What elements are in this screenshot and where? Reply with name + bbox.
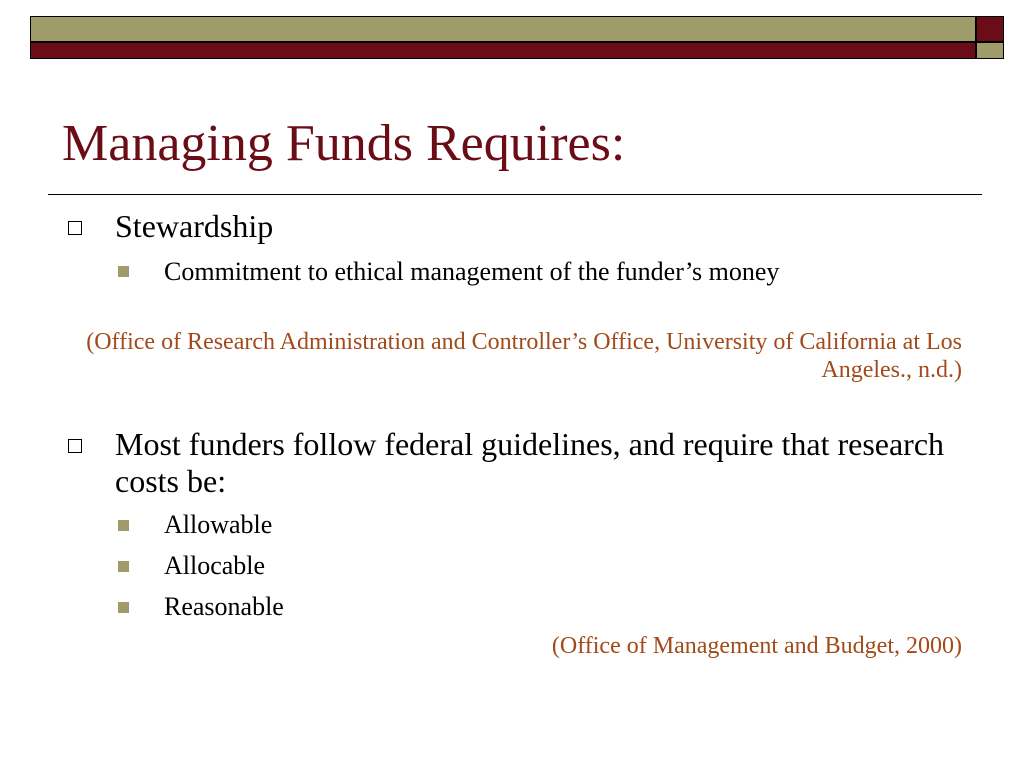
header-band-olive	[30, 16, 976, 42]
filled-square-bullet-icon	[118, 561, 129, 572]
filled-square-bullet-icon	[118, 266, 129, 277]
hollow-square-bullet-icon	[68, 221, 82, 235]
filled-square-bullet-icon	[118, 520, 129, 531]
bullet-federal-guidelines: Most funders follow federal guidelines, and require that research costs be:	[115, 426, 945, 499]
corner-block-maroon	[976, 16, 1004, 42]
corner-block-olive	[976, 42, 1004, 59]
citation-omb: (Office of Management and Budget, 2000)	[551, 633, 962, 659]
slide-title: Managing Funds Requires:	[62, 115, 626, 172]
subbullet-reasonable: Reasonable	[164, 592, 284, 621]
hollow-square-bullet-icon	[68, 439, 82, 453]
title-divider	[48, 194, 982, 195]
subbullet-allowable: Allowable	[164, 510, 273, 539]
citation-ucla: (Office of Research Administration and Controller’s Office, University of California at Los Angeles., n.d.)	[86, 329, 962, 383]
header-band-maroon	[30, 42, 976, 59]
subbullet-commitment: Commitment to ethical management of the funder’s money	[164, 257, 780, 286]
subbullet-allocable: Allocable	[164, 551, 266, 580]
bullet-stewardship: Stewardship	[115, 208, 274, 244]
filled-square-bullet-icon	[118, 602, 129, 613]
